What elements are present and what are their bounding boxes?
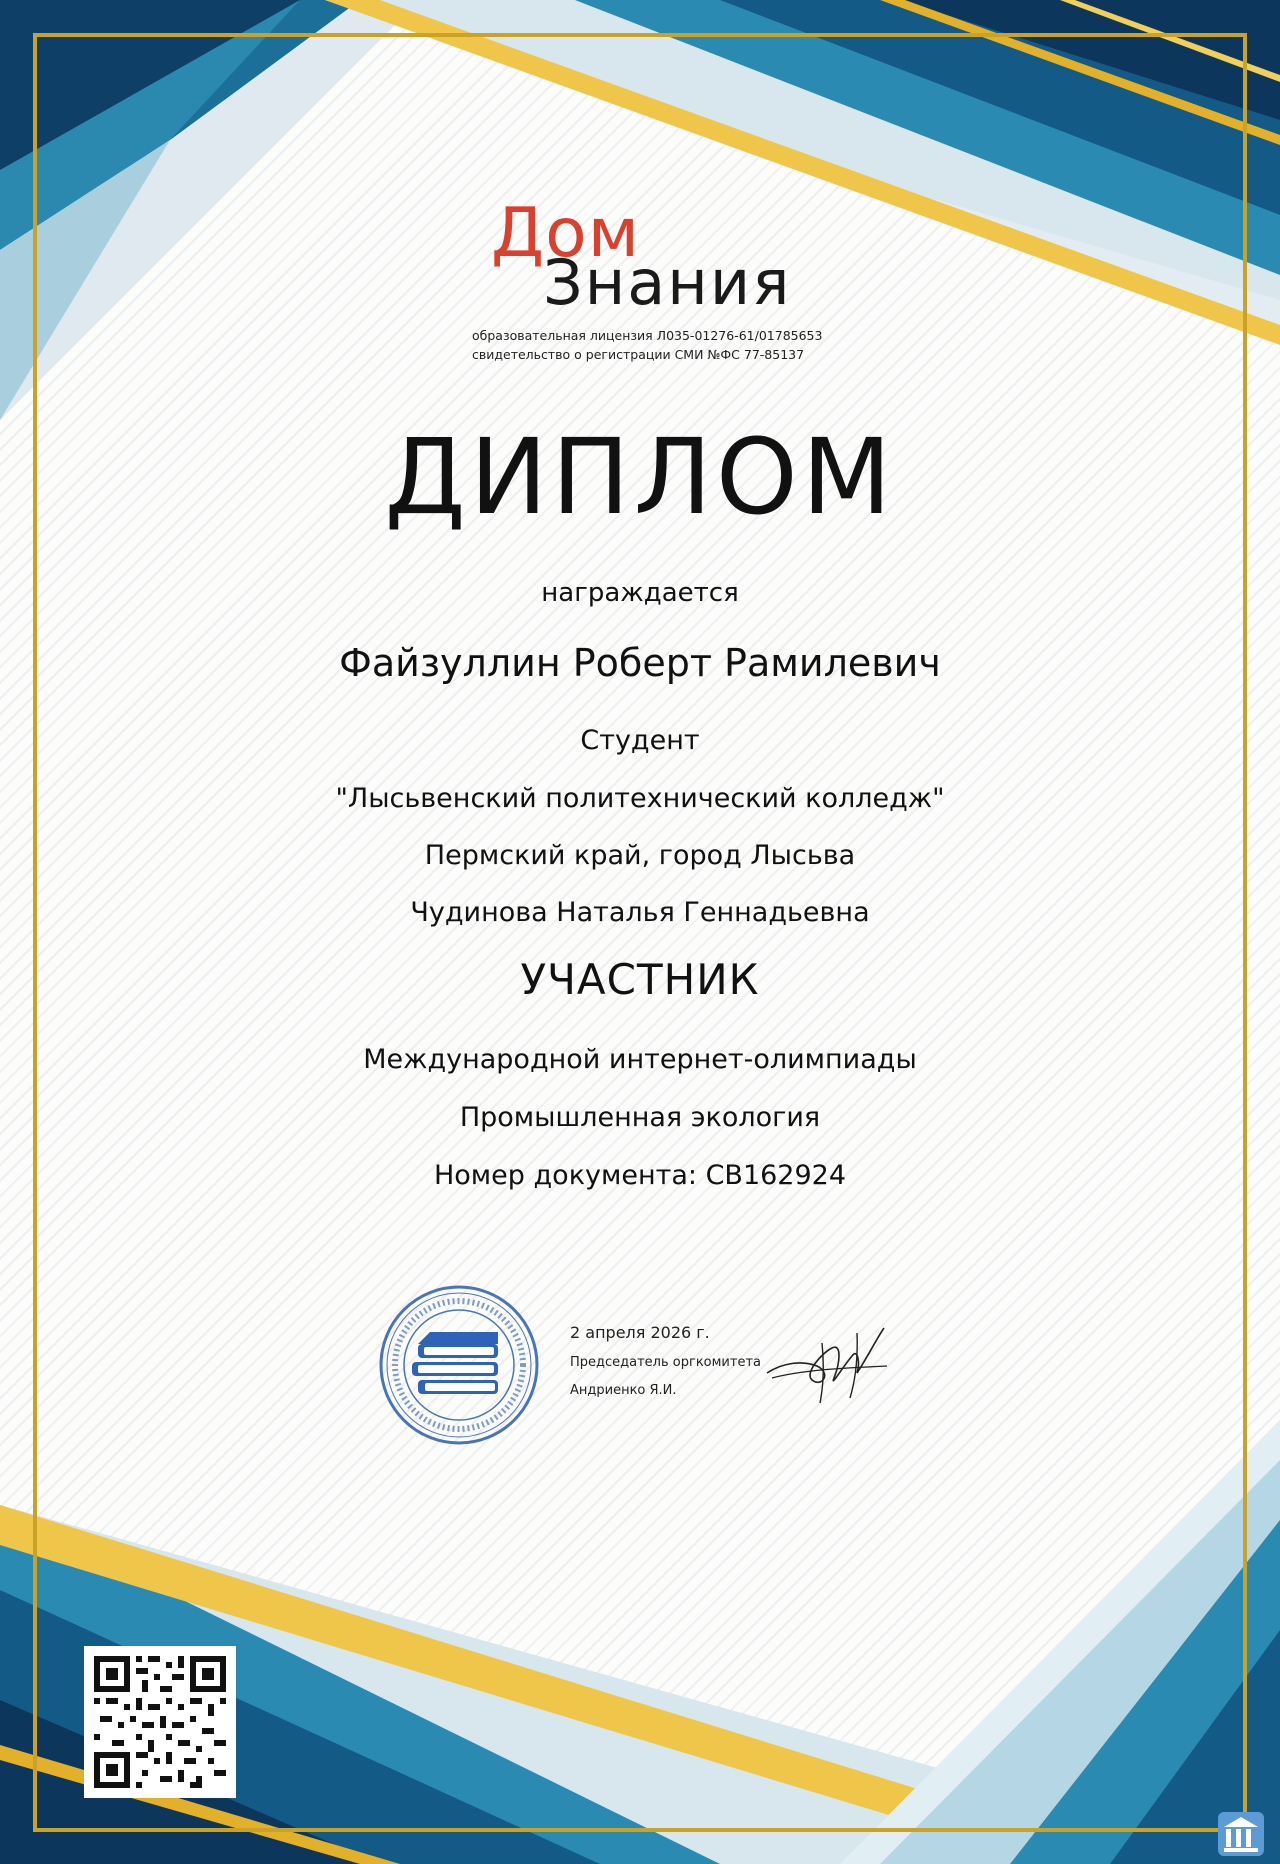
qr-code-icon: [84, 1646, 236, 1798]
signature-icon: [762, 1318, 892, 1408]
media-registration-text: свидетельство о регистрации СМИ №ФС 77-85137: [472, 347, 805, 362]
chair-title: Председатель оргкомитета: [570, 1355, 761, 1370]
recipient-role: Студент: [580, 725, 700, 756]
event-name: Международной интернет-олимпиады: [363, 1044, 917, 1075]
awarded-label: награждается: [541, 578, 739, 608]
event-subject: Промышленная экология: [459, 1102, 821, 1133]
publisher-logo-icon: [1218, 1812, 1264, 1856]
diploma-title: ДИПЛОМ: [384, 416, 896, 538]
recipient-name: Файзуллин Роберт Рамилевич: [339, 641, 941, 685]
logo-word-znaniya: Знания: [543, 246, 792, 319]
participant-status: УЧАСТНИК: [520, 955, 760, 1004]
issue-date: 2 апреля 2026 г.: [570, 1323, 710, 1342]
chair-name: Андриенко Я.И.: [570, 1383, 677, 1398]
document-number: Номер документа: СВ162924: [433, 1160, 847, 1191]
teacher-name: Чудинова Наталья Геннадьевна: [410, 897, 870, 928]
region-name: Пермский край, город Лысьва: [424, 840, 856, 871]
license-text: образовательная лицензия Л035-01276-61/01785653: [472, 328, 823, 343]
organization-name: "Лысьвенский политехнический колледж": [335, 783, 945, 814]
logo-word-dom: Дом: [491, 194, 641, 273]
books-seal-icon: [378, 1284, 540, 1446]
